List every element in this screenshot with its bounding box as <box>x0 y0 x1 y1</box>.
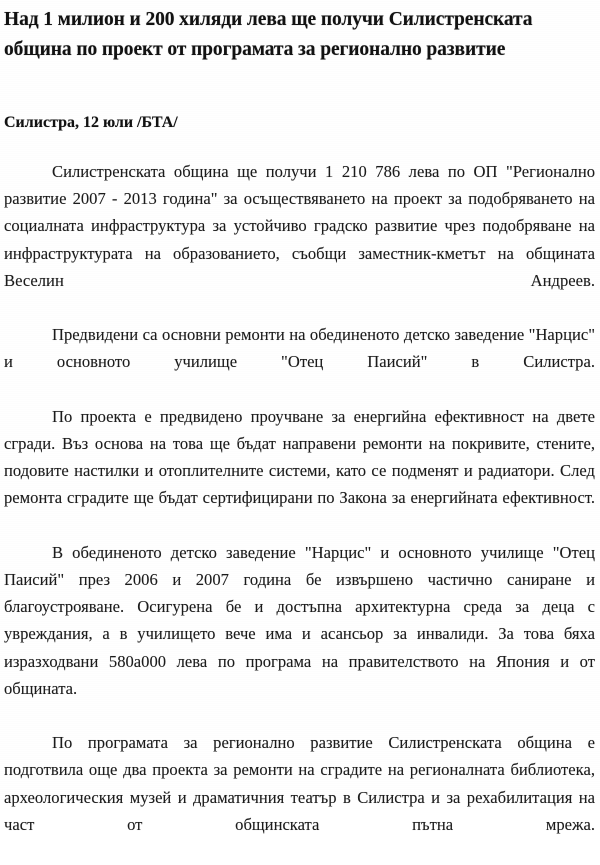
page-title: Над 1 милион и 200 хиляди лева ще получи Силистренската община по проект от програмата за регионално развитие <box>4 9 533 60</box>
article-body <box>4 134 595 865</box>
paragraph: По програмата за регионално развитие Силистренската община е подготвила още два проекта за ремонти на сградите на регионалната библиотека, археологическия музей и драматичния театър в Силистра и за рехабилитация на част от общинската пътна мрежа. <box>4 733 595 834</box>
paragraph: В обединеното детско заведение "Нарцис" и основното училище "Отец Паисий" през 2006 и 2007 година бе извършено частично саниране и благоустрояване. Осигурена бе и достъпна архитектурна среда за деца с увреждания, а в училището вече има и асансьор за инвалиди. За това бяха изразходвани 580а000 лева по програма на правителството на Япония и от общината. <box>4 542 595 698</box>
paragraph: По проекта е предвидено проучване за енергийна ефективност на двете сгради. Въз основа на това ще бъдат направени ремонти на покривите, стените, подовите настилки и отоплителните системи, като се подменят и радиатори. След ремонта сградите ще бъдат сертифицирани по Закона за енергийната ефективност. <box>4 406 595 508</box>
dateline: Силистра, 12 юли /БТА/ <box>4 114 178 131</box>
paragraph: Предвидени са основни ремонти на обединеното детско заведение "Нарцис" и основното училище "Отец Паисий" в Силистра. <box>4 325 595 372</box>
paragraph: Силистренската община ще получи 1 210 786 лева по ОП "Регионално развитие 2007 - 2013 година" за осъществяването на проект за подобряването на социалната инфраструктура за устойчиво градско развитие чрез подобряване на инфраструктурата на образованието, съобщи заместник-кметът на общината Веселин Андреев. <box>4 162 595 290</box>
